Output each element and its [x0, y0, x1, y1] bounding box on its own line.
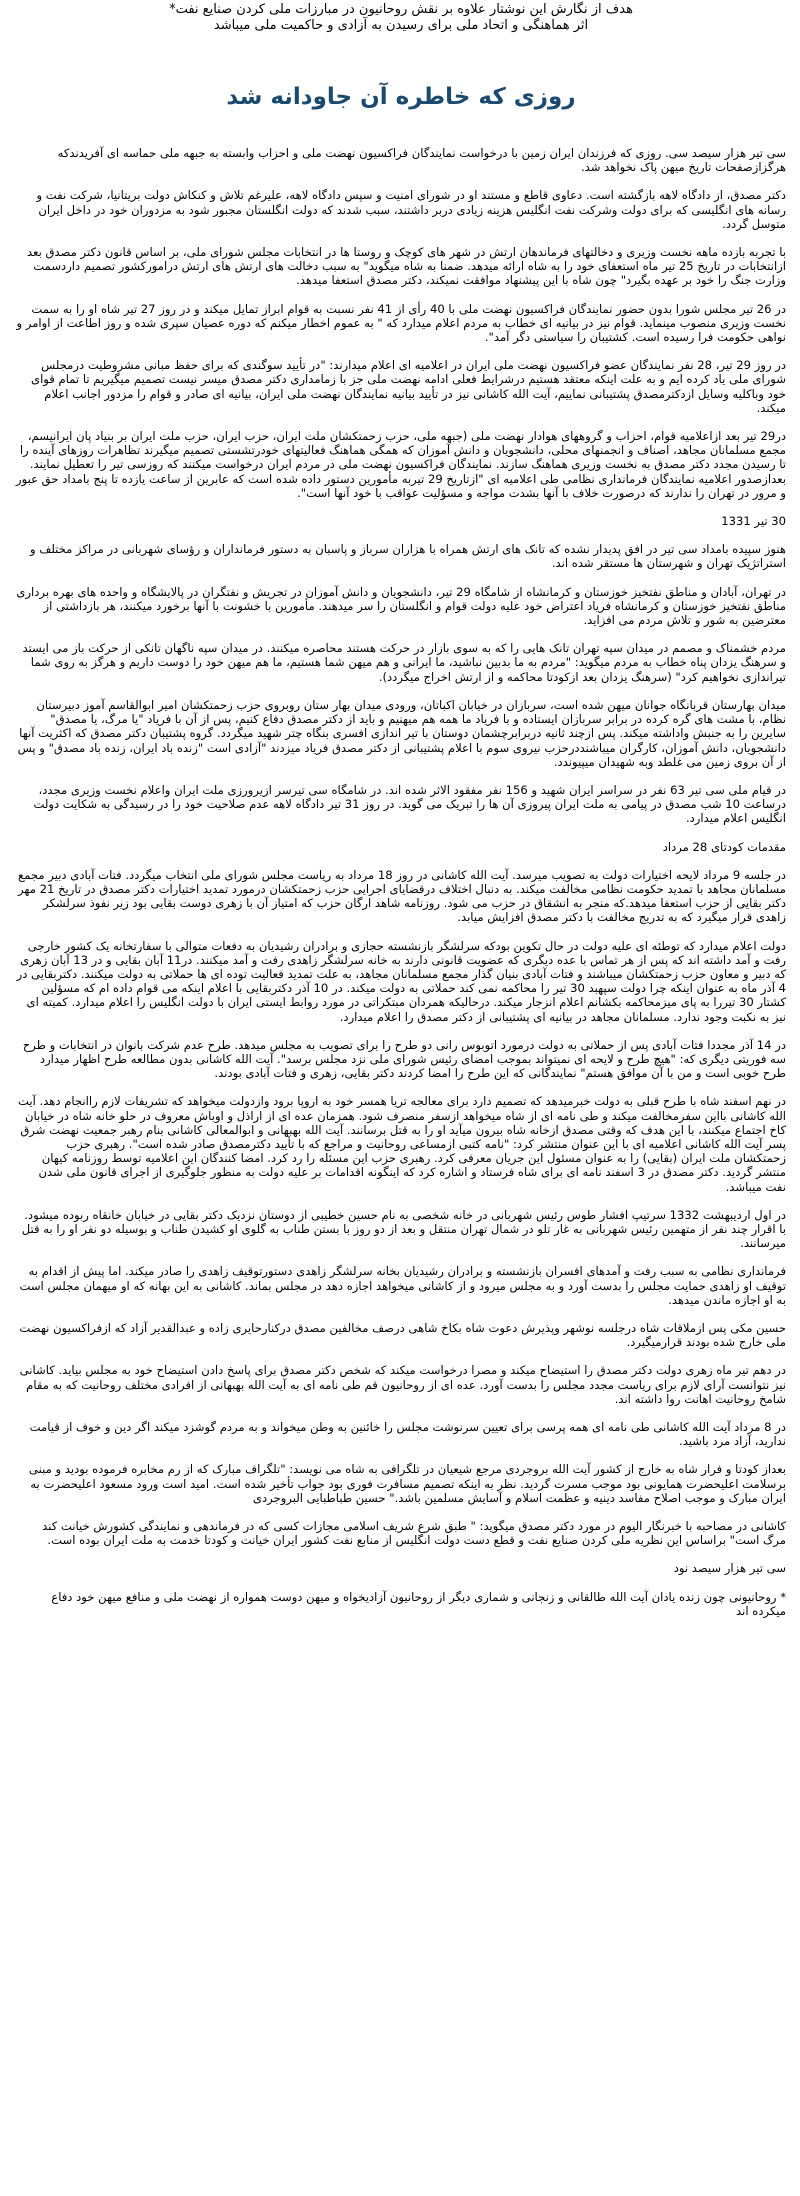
paragraph: دولت اعلام میدارد که توطئه ای علیه دولت در حال تکوین بودکه سرلشگر بازنشسته حجازی و برادران رشیدیان به دفعات متوالی با سفارتخانه یک کشور خارجی رفت و آمد داشته اند که پس از هر تماس با عده دیگری که عضویت قانونی دارند به خانه سرلشگر زاهدی رفت و آمد میکنند. در11 آبان بقایی و در 13 آبان زهری که دبیر و معاون حزب زحمتکشان میباشند و فتات آبادی بنیان گذار مجمع مسلمانان مجاهد، به علت تمدید فعالیت توده ای ها حملاتی به دولت میکنند. دکتربقایی در 4 آذر ماه به عنوان اینکه چرا دولت سپهبد 30 تیر را محاکمه نمی کند حملاتی به دولت میکند. در 10 آذر دکتربقایی با اعلام اینکه می قوام داده ام که مسؤلین کشتار 30 تیررا به پای میزمحاکمه بکشانم اعلام انزجار میکند. درحالیکه همردان مبتکراتی در مورد روابط ایستی ایران با دولت انگلیس را اعلام میدارد. کمیته ای نیز به نکبت وجود ندارد. مسلمانان مجاهد در بیانیه ای پشتیبانی از دکتر مصدق را اعلام میدارد. — [16, 938, 786, 1024]
paragraph: دکتر مصدق، از دادگاه لاهه بازگشته است. دعاوی قاطع و مستند او در شورای امنیت و سپس دادگاه لاهه، علیرغم تلاش و کنکاش دولت بریتانیا، شرکت نفت و رسانه های انگلیسی که برای دولت وشرکت نفت انگلیس هزینه زیادی دربر داشتند، سبب شدند که دولت انگلستان مجبور شود به مزدوران خود در داخل ایران متوسل گردد. — [36, 188, 786, 231]
paragraph: در تهران، آبادان و مناطق نفتخیز خوزستان و کرمانشاه از شامگاه 29 تیر، دانشجویان و دانش آموزان در تجریش و نفتگران در پالایشگاه و واحده های بهره برداری مناطق نفتخیز خوزستان و کرمانشاه فریاد اعتراض خود علیه دولت قوام و انگلستان را سر میدهند. مأمورین با خشونت با آنها برخورد میکنند، هر بازداشتی از معترضین به شور و تلاش مردم می افزاید. — [16, 584, 786, 628]
paragraph: سی تیر هزار سیصد سی. روزی که فرزندان ایران زمین با درخواست نمایندگان فراکسیون نهضت ملی و احزاب وابسته به جبهه ملی حماسه ای آفریدندکه هرگزازصفحات تاریخ میهن پاک نخواهد شد. — [57, 146, 786, 175]
footnote-header — [16, 0, 786, 34]
article-title: روزی که خاطره آن جاودانه شد — [226, 84, 576, 110]
footnote-line-2: اثر هماهنگی و اتحاد ملی برای رسیدن به آزادی و حاکمیت ملی میباشد — [213, 18, 589, 33]
section-heading: 30 تیر 1331 — [721, 514, 786, 529]
paragraph: در نهم اسفند شاه با طرح قبلی به دولت خبرمیدهد که تصمیم دارد برای معالجه تریا همسر خود به اروپا برود وازدولت میخواهد که تشریفات لازم راانجام دهد. آیت الله کاشانی بااین سفرمخالفت میکند و طی نامه ای از شاه میخواهد ازسفر منصرف شود. همزمان عده ای از اراذل و اوباش معروف در حلو خانه شاه در خیابان کاخ اجتماع میکنند، با این هدف که وقتی مصدق ازخانه شاه بیرون میآید او را به قتل برسانند. آیت الله بهبهانی و ابوالمعالی کاشانی بنام رهبر جمعیت نهضت شرق پسر آیت الله کاشانی اعلامیه ای با این عنوان منتشر کرد: "نامه کتبی ازمساعی روحانیت و مراجع که با تأیید دکترمصدق صادر شده است". رهبری حزب زحمتکشان ملت ایران (بقایی) را به عنوان مسئول این جریان معرفی کرد. رهبری حزب این مسئله را رد کرد. امضا کنندگان این اعلامیه توسط روزنامه کیهان منتشر گردید. دکتر مصدق در 3 اسفند نامه ای برای شاه فرستاد و اشاره کرد که اینگونه اقدامات بر علیه دولت به منظور جلوگیری از اجرای قانون ملی شدن نفت میباشد. — [17, 1094, 786, 1194]
paragraph: در قیام ملی سی تیر 63 نفر در سراسر ایران شهید و 156 نفر مفقود الاثر شده اند. در شامگاه سی تیرسر ازیرورزی ملت ایران واعلام نخست وزیری مجدد، درساعت 10 شب مصدق در پیامی به ملت ایران پیروزی آن ها را تبریک می گوید. در روز 31 تیر دادگاه لاهه عدم صلاحیت خود را در رسیدگی به شکایت دولت انگلیس اعلام میدارد. — [33, 782, 786, 826]
paragraph: در جلسه 9 مرداد لایحه اختیارات دولت به تصویب میرسد. آیت الله کاشانی در روز 18 مرداد به ریاست مجلس شورای ملی انتخاب میگردد. فتات آبادی دبیر مجمع مسلمانان مجاهد با تمدید حکومت نظامی مخالفت میکند. به دنبال اختلاف درقضایای اجرایی حزب زحمتکشان درمورد تمدید اختیارات دکتر مصدق در تاریخ 21 مهر دکتر بقایی از حزب استعفا میدهد.که منجر به انشقاق در حزب می شود. روزنامه شاهد ارگان حزب که امتیاز آن با زهری دوست بقایی بود زیر نفوذ سرلشکر زاهدی قرار میگیرد که به تدریج مخالفت با دکتر مصدق افزایش میابد. — [17, 867, 786, 925]
paragraph: در 14 آذر مجددا فتات آبادی پس از حملاتی به دولت درمورد اتوبوس رانی دو طرح را برای تصویب به مجلس میدهد. طرح عدم شرکت بانوان در انتخابات و طرح سه فوریتی دیگری که: "هیچ طرح و لایحه ای نمیتواند بموجب امضای رئیس شورای ملی نزد مجلس برسد". آیت الله کاشانی بدون مطالعه طرح اظهار میدارد طرح خوبی است و من با آن موافق هستم" نمایندگانی که این طرح را امضا کردند دکتر بقایی، زهری و فتات آبادی بودند. — [22, 1037, 786, 1081]
paragraph: در29 تیر بعد ازاعلامیه قوام، احزاب و گروههای هوادار نهضت ملی (جبهه ملی، حزب زحمتکشان ملت ایران، حزب ایران، حزب ملت ایران بر بنیاد پان ایرانیسم، مجمع مسلمانان مجاهد، اصناف و انجمنهای محلی، دانشجویان و دانش آموزان که همگی هماهنگ فعالیتهای خودرتشستی تصمیم میگیرند تظاهرات روزهای آینده را تا رسیدن مجدد دکتر مصدق به نخست وزیری هماهنگ سازند. نمایندگان فراکسیون نهضت ملی در مردم ایران درخواست میکنند که روزسی تیر را تعطیل نمایند. بعدازصدور اعلامیه نمایندگان فرمانداری نظامی طی اعلامیه ای "ازتاریخ 29 تیربه مأمورین دستور داده شده است که عابرین از ساعت یازده تا پنج بامداد حق عبور و مرور در تهران را ندارند که درصورت خلاف با آنها بشدت مواجه و مسؤلیت عواقب با خود آنها است". — [15, 429, 786, 500]
closing-date: سی تیر هزار سیصد نود — [673, 1561, 786, 1576]
paragraph: هنوز سپیده بامداد سی تیر در افق پدیدار نشده که تانک های ارتش همراه با هزاران سرباز و پاسبان به دستور فرمانداران و رؤسای شهربانی در مراکز مختلف و استراتژیک تهران و شهرستان ها مستقر شده اند. — [30, 542, 786, 571]
paragraph: کاشانی در مصاحبه با خبرنگار الیوم در مورد دکتر مصدق میگوید: " طبق شرع شریف اسلامی مجازات کسی که در فرماندهی و نمایندگی کشورش خیانت کند مرگ است" براساس این نظریه ملی کردن صنایع نفت و قطع دست دولت انگلیس از منابع نفت کشور ایران خیانت و کودتا خدمت به ملت ایران بوده است. — [42, 1519, 786, 1548]
paragraph: در روز 29 تیر، 28 نفر نمایندگان عضو فراکسیون نهضت ملی ایران در اعلامیه ای اعلام میدارند: "در تأیید سوگندی که برای حفظ مبانی مشروطیت درمجلس شورای ملی یاد کرده ایم و به علت اینکه معتقد هستیم درشرایط فعلی ادامه نهضت ملی جز با زمامداری دکتر مصدق میسر نیست تصمیم میگیریم تا تمام قوای خود وباکلیه وسایل ازدکترمصدق پشتیبانی نماییم، آیت الله کاشانی نیز در تأیید بیانیه نمایندگان نهضت ملی ایران، بیانیه ای صادر و قوام را مزدور اجانب اعلام میکند. — [31, 358, 786, 415]
paragraph: در 26 تیر مجلس شورا بدون حضور نمایندگان فراکسیون نهضت ملی با 40 رأی از 41 نفر نسبت به قوام ابراز تمایل میکند و در روز 27 تیر شاه او را به سمت نخست وزیری منصوب مینماید. قوام نیز در بیانیه ای خطاب به مردم اعلام میدارد که " به عموم اخطار میکنم که دوره عصیان سپری شده و روز اطاعت از اوامر و نواهی حکومت فرا رسیده است. کشتیبان را سیاستی دگر آمد". — [16, 301, 786, 345]
article-body — [16, 146, 786, 1618]
paragraph: حسین مکی پس ازملاقات شاه درجلسه نوشهر وپذیرش دعوت شاه بکاخ شاهی درصف مخالفین مصدق درکنارحایری زاده و عبدالقدیر آزاد که ازفراکسیون نهضت ملی خارج شده بودند قرارمیگیرد. — [19, 1321, 786, 1350]
paragraph: با تجربه بازده ماهه نخست وزیری و دخالتهای فرماندهان ارتش در شهر های کوچک و روستا ها در انتخابات مجلس شورای ملی، بر اساس قانون دکتر مصدق بعد ازانتخابات در تاریخ 25 تیر ماه استعفای خود را به شاه ارائه میدهد. ضمنا به شاه میگوید" به سبب دخالت های ارتش های ارتش درامورکشور تصمیم داردسمت وزارت جنگ را خود بر عهده بگیرد" چون شاه با این پیشنهاد موافقت نمیکند، دکتر مصدق استعفا میدهد. — [26, 245, 786, 288]
paragraph: بعداز کودتا و فرار شاه به خارج از کشور آیت الله بروجردی مرجع شیعیان در تلگرافی به شاه می نویسد: "تلگراف مبارک که از رم مخابره فرموده بودید و مبنی برسلامت اعلیحضرت همایونی بود موجب مسرت گردید. نظر به اینکه تصمیم مسافرت فوری بود جواب تأخیر شده است. امید است ورود مسعود اعلیحضرت به ایران مبارک و موجب اصلاح مفاسد دینیه و عظمت اسلام و آسایش مسلمین باشد." حسین طباطبایی البروجردی — [28, 1462, 786, 1505]
footnote: * روحانیونی چون زنده یادان آیت الله طالقانی و زنجانی و شماری دیگر از روحانیون آزادیخواه و میهن دوست همواره از نهضت ملی و منافع میهن خود دفاع میکرده اند — [51, 1589, 786, 1618]
paragraph: در دهم تیر ماه زهری دولت دکتر مصدق را استیضاح میکند و مصرا درخواست میکند که شخص دکتر مصدق برای پاسخ دادن استیضاح خود به مجلس بیاید. کاشانی نیز نتوانست آرای لازم برای ریاست مجدد مجلس را بدست آورد. عده ای از روحانیون قم طی نامه ای به آیت الله بهبهانی از افرادی مختلف روحانیت که به مقام شامخ روحانیت اهانت روا داشته اند. — [19, 1363, 786, 1406]
paragraph: میدان بهارستان قربانگاه جوانان میهن شده است، سربازان در خیابان اکباتان، ورودی میدان بهار ستان روبروی حزب زحمتکشان امیر ابوالقاسم آموز دبیرستان نظام، با مشت های گره کرده در برابر سربازان ایستاده و با فریاد ما همه هم میهنیم و باید از دکتر مصدق دفاع کنیم، پس از آن با فریاد "یا مرگ، یا مصدق" سایرین را به جنبش واداشته میکند. پس ازچند ثانیه دربرابرچشمان دوستان با تیر اندازی افسری بنگاه چتر شهید میگردد. گروه پشتیبان دکتر مصدق که اکثریت آنها دانشجویان، دانش آموزان، کارگران میباشنددرحزب نیروی سوم با اعلام پشتیبانی از دکتر مصدق فریاد میزدند "آزادی است "زنده باد ایران، زنده باد مصدق" و پس از آن بروی زمین می غلطد وبه شهیدان میپیوندد. — [17, 697, 786, 769]
paragraph: در 8 مرداد آیت الله کاشانی طی نامه ای همه پرسی برای تعیین سرنوشت مجلس را خائنین به وطن میخواند و به مردم گوشزد میکند اگر دین و خوف از قیامت ندارید، آزاد مرد باشید. — [29, 1420, 786, 1449]
footnote-line-1: هدف از نگارش این نوشتار علاوه بر نقش روحانیون در مبارزات ملی کردن صنایع نفت* — [169, 2, 633, 17]
paragraph: مردم خشمناک و مصمم در میدان سپه تهران تانک هایی را که به سوی بازار در حرکت هستند محاصره میکنند. در میدان سپه ناگهان تانکی از حرکت باز می ایستد و سرهنگ یزدان پناه خطاب به مردم میگوید: "مردم به ما بدبین نباشید، ما ایرانی و هم میهن شما هستیم، ما هم میهن خود را دوست داریم و هرگز به روی شما تیراندازی نخواهیم کرد" (سرهنگ یزدان بعد ازکودتا محاکمه و از ارتش اخراج میگردد). — [22, 641, 786, 684]
paragraph: در اول اردیبهشت 1332 سرتیپ افشار طوس رئیس شهربانی در خانه شخصی به نام حسین خطیبی از دوستان نزدیک دکتر بقایی در خیابان خانقاه ربوده میشود. با اقرار چند نفر از متهمین رئیس شهربانی به غار تلو در شمال تهران منتقل و بعد از دو روز با بستن طناب به گلوی او کشیدن طناب و بوسیله دو نفر او را به قتل میرسانند. — [21, 1207, 786, 1251]
paragraph: فرمانداری نظامی به سبب رفت و آمدهای افسران بازنشسته و برادران رشیدیان بخانه سرلشگر زاهدی دستورتوقیف زاهدی را صادر میکند. اما پیش از اقدام به توقیف او زاهدی حمایت مجلس را بدست آورد و به مجلس میرود و از کاشانی میخواهد اجازه دهد در مجلس بماند. کاشانی به این بهانه که او میهمان مجلس است به او اجازه ماندن میدهد. — [19, 1264, 786, 1307]
section-heading: مقدمات کودتای 28 مرداد — [662, 839, 786, 854]
